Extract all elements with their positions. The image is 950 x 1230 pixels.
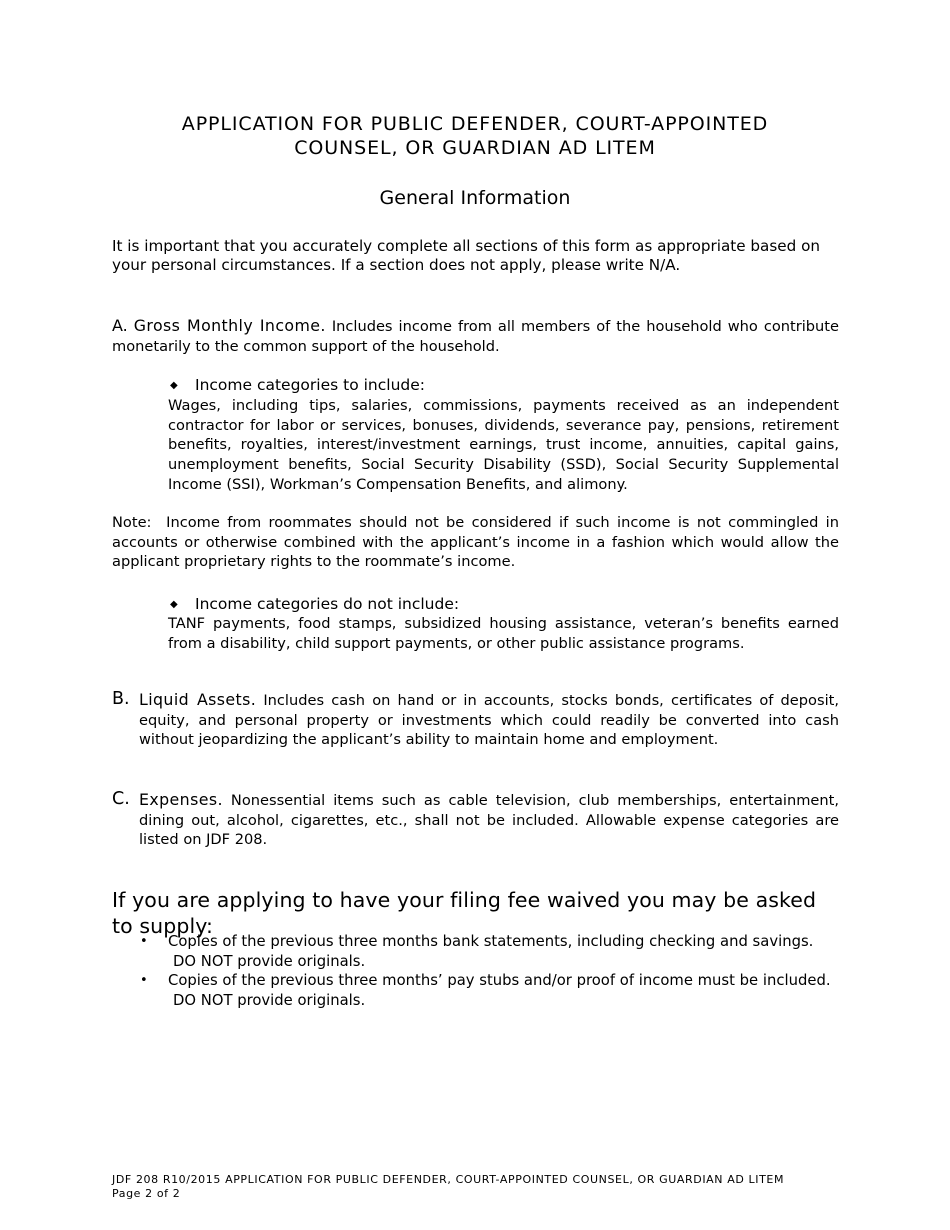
section-c	[139, 790, 839, 850]
bullet-icon: •	[140, 934, 148, 949]
section-a	[112, 316, 839, 356]
include-heading-row	[168, 375, 425, 396]
section-b-text: Includes cash on hand or in accounts, stocks bonds, certificates of deposit, equity, and personal property or investments which could readily be converted into cash without jeopardizing the applicant’s ability to maintain home and employment.	[139, 692, 839, 749]
diamond-bullet-icon: ◆	[170, 599, 178, 610]
section-subtitle: General Information	[379, 187, 571, 209]
list-item-text: Copies of the previous three months bank statements, including checking and savings.	[168, 933, 814, 950]
footer-page-number: Page 2 of 2	[112, 1187, 181, 1200]
document-title	[112, 112, 838, 160]
intro-paragraph: It is important that you accurately complete all sections of this form as appropriate based on your personal circumstances. If a section does not apply, please write N/A.	[112, 237, 820, 274]
section-c-text: Nonessential items such as cable television, club memberships, entertainment, dining out, alcohol, cigarettes, etc., shall not be included. Allowable expense categories are listed on JDF 208.	[139, 792, 840, 849]
page-footer	[112, 1173, 784, 1201]
section-b-label: Liquid Assets.	[139, 690, 257, 709]
list-item-text: Copies of the previous three months’ pay stubs and/or proof of income must be included.	[168, 972, 831, 989]
bullet-icon: •	[140, 973, 148, 988]
list-item-note: DO NOT provide originals.	[173, 991, 366, 1009]
fee-waiver-list	[140, 932, 840, 1010]
section-c-label: Expenses.	[139, 790, 223, 809]
diamond-bullet-icon: ◆	[170, 380, 178, 391]
section-b-letter: B.	[112, 689, 130, 709]
fee-waiver-heading: If you are applying to have your filing fee waived you may be asked to supply:	[112, 888, 817, 938]
section-c-letter: C.	[112, 789, 130, 809]
section-b	[139, 690, 839, 750]
list-item-note: DO NOT provide originals.	[173, 952, 366, 970]
note-text: Income from roommates should not be considered if such income is not commingled in accounts or otherwise combined with the applicant’s income in a fashion which would allow the applicant proprietary rights to the roommate’s income.	[112, 514, 839, 571]
include-text: Wages, including tips, salaries, commissions, payments received as an independent contractor for labor or services, bonuses, dividends, severance pay, pensions, retirement benefits, royalties, interest/investment earnings, trust income, annuities, capital gains, unemployment benefits, Social Security Disability (SSD), Social Security Supplemental Income (SSI), Workman’s Compensation Benefits, and alimony.	[168, 397, 839, 493]
exclude-text: TANF payments, food stamps, subsidized housing assistance, veteran’s benefits earned from a disability, child support payments, or other public assistance programs.	[168, 615, 839, 652]
list-item	[140, 971, 840, 1010]
note-paragraph	[112, 513, 839, 572]
exclude-heading: Income categories do not include:	[195, 595, 460, 613]
title-line-2: COUNSEL, OR GUARDIAN AD LITEM	[294, 137, 656, 159]
footer-form-id: JDF 208 R10/2015 APPLICATION FOR PUBLIC DEFENDER, COURT-APPOINTED COUNSEL, OR GUARDIAN AD LITEM	[112, 1173, 785, 1186]
include-heading: Income categories to include:	[195, 376, 426, 394]
title-line-1: APPLICATION FOR PUBLIC DEFENDER, COURT-APPOINTED	[181, 113, 769, 135]
list-item	[140, 932, 840, 971]
section-a-letter: A.	[112, 316, 128, 335]
section-a-text: Includes income from all members of the household who contribute monetarily to the common support of the household.	[112, 318, 840, 355]
section-a-label: Gross Monthly Income.	[133, 316, 326, 335]
note-label: Note:	[112, 514, 152, 531]
exclude-heading-row	[168, 594, 459, 615]
